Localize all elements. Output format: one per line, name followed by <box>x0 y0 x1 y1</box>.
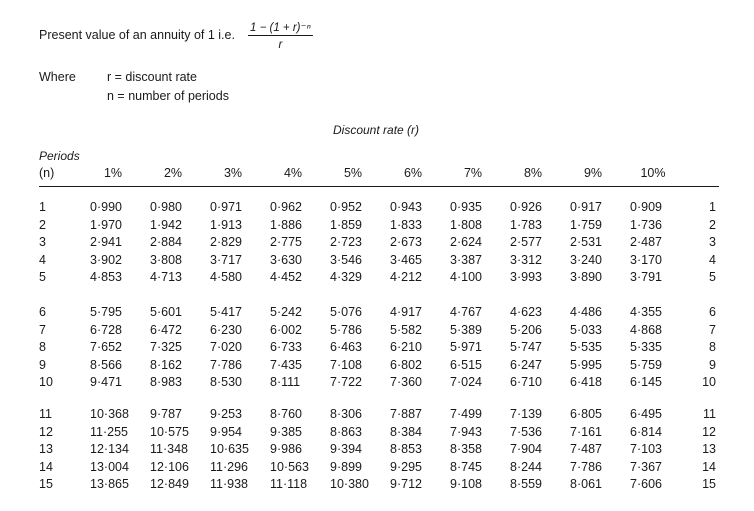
annuity-factor-cell: 1·970 <box>90 217 122 232</box>
annuity-factor-cell: 9·253 <box>210 407 242 421</box>
annuity-factor-cell: 6·802 <box>390 357 422 372</box>
annuity-factor-cell: 9·394 <box>330 442 362 456</box>
annuity-factor-cell: 0·917 <box>570 200 602 214</box>
annuity-factor-cell: 2·829 <box>210 235 242 249</box>
annuity-factor-cell: 1·913 <box>210 217 242 232</box>
annuity-factor-cell: 13·004 <box>90 459 129 474</box>
annuity-factor-cell: 3·791 <box>630 270 662 284</box>
annuity-factor-cell: 6·247 <box>510 357 542 372</box>
period-label-right: 10 <box>702 375 716 389</box>
period-label: 12 <box>39 424 53 439</box>
rate-header: 5% <box>343 166 363 180</box>
annuity-factor-cell: 7·904 <box>510 442 542 456</box>
annuity-factor-cell: 9·899 <box>330 459 362 474</box>
header-rule <box>39 186 719 187</box>
periods-heading: Periods <box>39 149 80 163</box>
annuity-factor-cell: 7·786 <box>210 357 242 372</box>
annuity-factor-cell: 3·717 <box>210 252 242 267</box>
annuity-factor-cell: 6·002 <box>270 322 302 337</box>
annuity-factor-cell: 2·487 <box>630 235 662 249</box>
annuity-factor-cell: 11·938 <box>210 477 248 491</box>
annuity-factor-cell: 8·111 <box>270 375 301 389</box>
annuity-factor-cell: 6·210 <box>390 340 422 354</box>
annuity-factor-cell: 7·536 <box>510 424 542 439</box>
annuity-factor-cell: 7·103 <box>630 442 662 456</box>
annuity-factor-cell: 9·787 <box>150 407 182 421</box>
annuity-factor-cell: 5·076 <box>330 305 362 319</box>
annuity-factor-cell: 4·100 <box>450 270 482 284</box>
annuity-factor-cell: 5·389 <box>450 322 482 337</box>
annuity-factor-cell: 9·295 <box>390 459 422 474</box>
annuity-factor-cell: 3·312 <box>510 252 542 267</box>
annuity-factor-cell: 3·387 <box>450 252 482 267</box>
annuity-factor-cell: 0·990 <box>90 200 122 214</box>
period-label-right: 9 <box>709 357 716 372</box>
annuity-factor-cell: 1·736 <box>630 217 662 232</box>
period-label-right: 12 <box>702 424 716 439</box>
annuity-factor-cell: 6·710 <box>510 375 542 389</box>
annuity-factor-cell: 8·358 <box>450 442 482 456</box>
annuity-factor-cell: 6·728 <box>90 322 122 337</box>
annuity-factor-cell: 7·367 <box>630 459 662 474</box>
annuity-factor-cell: 9·108 <box>450 477 482 491</box>
period-label: 9 <box>39 357 46 372</box>
period-label: 8 <box>39 340 46 354</box>
annuity-factor-cell: 6·418 <box>570 375 602 389</box>
annuity-factor-cell: 7·161 <box>570 424 602 439</box>
annuity-factor-cell: 4·329 <box>330 270 362 284</box>
annuity-factor-cell: 6·230 <box>210 322 242 337</box>
period-label: 11 <box>39 407 52 421</box>
annuity-factor-cell: 5·786 <box>330 322 362 337</box>
annuity-factor-cell: 5·335 <box>630 340 662 354</box>
annuity-factor-cell: 8·162 <box>150 357 182 372</box>
annuity-factor-cell: 1·942 <box>150 217 182 232</box>
period-label-right: 3 <box>709 235 716 249</box>
annuity-factor-cell: 1·833 <box>390 217 422 232</box>
annuity-factor-cell: 7·887 <box>390 407 422 421</box>
annuity-factor-cell: 6·472 <box>150 322 182 337</box>
annuity-factor-cell: 9·986 <box>270 442 302 456</box>
annuity-factor-cell: 5·535 <box>570 340 602 354</box>
rate-header: 4% <box>283 166 303 180</box>
annuity-factor-cell: 0·952 <box>330 200 362 214</box>
rate-header: 10% <box>640 166 666 180</box>
n-heading: (n) <box>39 166 55 180</box>
annuity-factor-cell: 0·909 <box>630 200 662 214</box>
annuity-factor-cell: 13·865 <box>90 477 129 491</box>
annuity-factor-cell: 4·452 <box>270 270 302 284</box>
annuity-factor-cell: 10·563 <box>270 459 309 474</box>
annuity-factor-cell: 5·995 <box>570 357 602 372</box>
annuity-factor-cell: 0·980 <box>150 200 182 214</box>
annuity-factor-cell: 5·206 <box>510 322 542 337</box>
annuity-factor-cell: 12·134 <box>90 442 129 456</box>
annuity-factor-cell: 8·745 <box>450 459 482 474</box>
annuity-factor-cell: 3·240 <box>570 252 602 267</box>
annuity-factor-cell: 11·118 <box>270 477 308 491</box>
annuity-factor-cell: 1·759 <box>570 217 602 232</box>
annuity-factor-cell: 11·296 <box>210 459 248 474</box>
annuity-factor-cell: 8·559 <box>510 477 542 491</box>
annuity-factor-cell: 7·360 <box>390 375 422 389</box>
annuity-factor-cell: 11·255 <box>90 424 128 439</box>
annuity-factor-cell: 0·943 <box>390 200 422 214</box>
annuity-factor-cell: 4·355 <box>630 305 662 319</box>
annuity-factor-cell: 0·935 <box>450 200 482 214</box>
annuity-factor-cell: 8·530 <box>210 375 242 389</box>
annuity-factor-cell: 3·170 <box>630 252 662 267</box>
rate-header: 6% <box>403 166 423 180</box>
period-label-right: 14 <box>702 459 716 474</box>
period-label: 2 <box>39 217 46 232</box>
annuity-factor-cell: 12·106 <box>150 459 189 474</box>
annuity-factor-cell: 4·212 <box>390 270 422 284</box>
period-label-right: 2 <box>709 217 716 232</box>
rate-header: 7% <box>463 166 483 180</box>
where-label: Where <box>39 70 76 84</box>
annuity-factor-cell: 7·020 <box>210 340 242 354</box>
annuity-factor-cell: 7·722 <box>330 375 362 389</box>
period-label-right: 1 <box>709 200 716 214</box>
annuity-factor-cell: 8·566 <box>90 357 122 372</box>
annuity-factor-cell: 10·635 <box>210 442 249 456</box>
discount-rate-heading: Discount rate (r) <box>333 123 420 137</box>
annuity-factor-cell: 6·495 <box>630 407 662 421</box>
annuity-factor-cell: 9·954 <box>210 424 242 439</box>
annuity-factor-cell: 5·033 <box>570 322 602 337</box>
annuity-factor-cell: 2·624 <box>450 235 482 249</box>
period-label-right: 4 <box>709 252 716 267</box>
rate-header: 9% <box>583 166 603 180</box>
annuity-factor-cell: 10·575 <box>150 424 189 439</box>
annuity-factor-cell: 4·853 <box>90 270 122 284</box>
annuity-factor-cell: 10·380 <box>330 477 369 491</box>
annuity-factor-cell: 5·795 <box>90 305 122 319</box>
annuity-factor-cell: 3·630 <box>270 252 302 267</box>
annuity-factor-cell: 2·775 <box>270 235 302 249</box>
annuity-factor-cell: 7·325 <box>150 340 182 354</box>
annuity-factor-cell: 5·747 <box>510 340 542 354</box>
formula-numerator: 1 − (1 + r)⁻ⁿ <box>250 22 311 34</box>
annuity-factor-cell: 4·486 <box>570 305 602 319</box>
annuity-factor-cell: 0·962 <box>270 200 302 214</box>
annuity-factor-cell: 4·917 <box>390 305 422 319</box>
annuity-factor-cell: 11·348 <box>150 442 188 456</box>
annuity-factor-cell: 7·943 <box>450 424 482 439</box>
annuity-factor-cell: 1·859 <box>330 217 362 232</box>
rate-header: 1% <box>103 166 123 180</box>
period-label: 14 <box>39 459 53 474</box>
annuity-factor-cell: 6·733 <box>270 340 302 354</box>
annuity-factor-cell: 1·783 <box>510 217 542 232</box>
annuity-factor-cell: 4·868 <box>630 322 662 337</box>
annuity-formula <box>248 20 313 51</box>
period-label-right: 13 <box>702 442 716 456</box>
annuity-factor-cell: 7·108 <box>330 357 362 372</box>
annuity-factor-cell: 4·713 <box>150 270 182 284</box>
annuity-factor-cell: 5·417 <box>210 305 242 319</box>
period-label: 5 <box>39 270 46 284</box>
annuity-factor-cell: 3·890 <box>570 270 602 284</box>
annuity-factor-cell: 3·546 <box>330 252 362 267</box>
annuity-factor-cell: 6·805 <box>570 407 602 421</box>
annuity-factor-cell: 8·863 <box>330 424 362 439</box>
period-label-right: 8 <box>709 340 716 354</box>
annuity-factor-cell: 6·463 <box>330 340 362 354</box>
annuity-factor-cell: 7·435 <box>270 357 302 372</box>
annuity-factor-cell: 2·531 <box>570 235 602 249</box>
annuity-factor-cell: 5·759 <box>630 357 662 372</box>
annuity-factor-cell: 9·471 <box>90 375 122 389</box>
period-label: 3 <box>39 235 46 249</box>
annuity-factor-cell: 5·242 <box>270 305 302 319</box>
period-label: 4 <box>39 252 46 267</box>
annuity-factor-cell: 7·786 <box>570 459 602 474</box>
period-label: 15 <box>39 477 53 491</box>
annuity-factor-cell: 4·580 <box>210 270 242 284</box>
table-title: Present value of an annuity of 1 i.e. <box>39 28 235 42</box>
annuity-factor-cell: 12·849 <box>150 477 189 491</box>
annuity-factor-cell: 0·926 <box>510 200 542 214</box>
annuity-factor-cell: 2·884 <box>150 235 182 249</box>
period-label: 1 <box>39 200 46 214</box>
annuity-factor-cell: 4·623 <box>510 305 542 319</box>
annuity-factor-cell: 8·760 <box>270 407 302 421</box>
annuity-factor-cell: 3·808 <box>150 252 182 267</box>
period-label-right: 5 <box>709 270 716 284</box>
annuity-factor-cell: 2·673 <box>390 235 422 249</box>
period-label-right: 6 <box>709 305 716 319</box>
annuity-factor-cell: 4·767 <box>450 305 482 319</box>
annuity-factor-cell: 1·886 <box>270 217 302 232</box>
annuity-factor-cell: 5·601 <box>150 305 182 319</box>
annuity-factor-cell: 6·145 <box>630 375 662 389</box>
period-label: 6 <box>39 305 46 319</box>
annuity-factor-cell: 8·853 <box>390 442 422 456</box>
annuity-factor-cell: 3·902 <box>90 252 122 267</box>
annuity-factor-cell: 6·814 <box>630 424 662 439</box>
annuity-factor-cell: 7·487 <box>570 442 602 456</box>
annuity-factor-cell: 2·723 <box>330 235 362 249</box>
annuity-factor-cell: 10·368 <box>90 407 129 421</box>
annuity-factor-cell: 2·577 <box>510 235 542 249</box>
annuity-factor-cell: 6·515 <box>450 357 482 372</box>
annuity-factor-cell: 0·971 <box>210 200 242 214</box>
annuity-factor-cell: 8·244 <box>510 459 542 474</box>
rate-header: 2% <box>163 166 183 180</box>
annuity-factor-cell: 9·712 <box>390 477 422 491</box>
definition-r: r = discount rate <box>107 70 197 84</box>
annuity-factor-cell: 1·808 <box>450 217 482 232</box>
period-label-right: 7 <box>709 322 716 337</box>
annuity-factor-cell: 3·993 <box>510 270 542 284</box>
period-label-right: 11 <box>703 407 716 421</box>
annuity-factor-cell: 8·384 <box>390 424 422 439</box>
formula-denominator: r <box>278 39 283 51</box>
rate-header: 3% <box>223 166 243 180</box>
annuity-factor-cell: 7·499 <box>450 407 482 421</box>
annuity-factor-cell: 9·385 <box>270 424 302 439</box>
annuity-factor-cell: 5·971 <box>450 340 482 354</box>
annuity-factor-cell: 8·306 <box>330 407 362 421</box>
annuity-factor-cell: 7·606 <box>630 477 662 491</box>
annuity-factor-cell: 3·465 <box>390 252 422 267</box>
rate-header: 8% <box>523 166 543 180</box>
period-label: 13 <box>39 442 53 456</box>
annuity-factor-cell: 8·061 <box>570 477 602 491</box>
annuity-factor-cell: 5·582 <box>390 322 422 337</box>
period-label-right: 15 <box>702 477 716 491</box>
annuity-factor-cell: 2·941 <box>90 235 122 249</box>
annuity-factor-cell: 7·652 <box>90 340 122 354</box>
period-label: 7 <box>39 322 46 337</box>
annuity-factor-cell: 8·983 <box>150 375 182 389</box>
annuity-factor-cell: 7·139 <box>510 407 542 421</box>
annuity-factor-cell: 7·024 <box>450 375 482 389</box>
period-label: 10 <box>39 375 53 389</box>
definition-n: n = number of periods <box>107 89 229 103</box>
